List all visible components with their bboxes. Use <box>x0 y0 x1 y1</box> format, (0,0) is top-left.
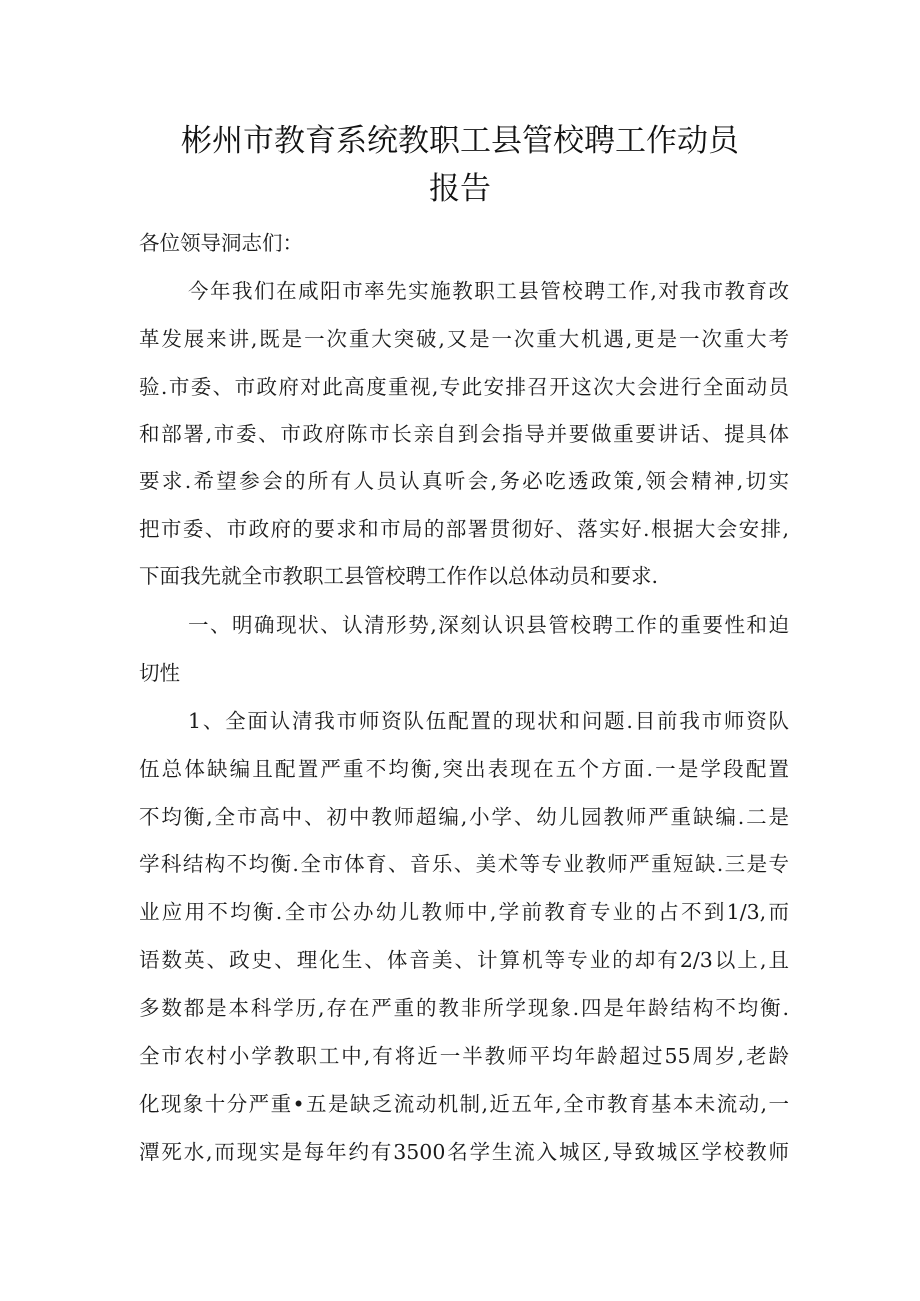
body-line: 伍总体缺编且配置严重不均衡,突出表现在五个方面.一是学段配置 <box>139 757 789 781</box>
body-line: 验.市委、市政府对此高度重视,专此安排召开这次大会进行全面动员 <box>139 375 789 399</box>
body-line: 革发展来讲,既是一次重大突破,又是一次重大机遇,更是一次重大考 <box>139 327 789 351</box>
section-heading-line: 一、明确现状、认清形势,深刻认识县管校聘工作的重要性和迫 <box>188 613 789 637</box>
salutation: 各位领导洞志们： <box>139 231 303 255</box>
body-line: 学科结构不均衡.全市体育、音乐、美术等专业教师严重短缺.三是专 <box>139 852 789 876</box>
body-line: 多数都是本科学历,存在严重的教非所学现象.四是年龄结构不均衡. <box>139 996 789 1020</box>
document-title-line-1: 彬州市教育系统教职工县管校聘工作动员 <box>181 123 739 159</box>
body-line: 和部署,市委、市政府陈市长亲自到会指导并要做重要讲话、提具体 <box>139 422 789 446</box>
body-line: 潭死水,而现实是每年约有3500名学生流入城区,导致城区学校教师 <box>139 1140 789 1164</box>
document-title-line-2: 报告 <box>429 171 491 207</box>
body-line: 业应用不均衡.全市公办幼儿教师中,学前教育专业的占不到1/3,而 <box>139 900 789 924</box>
body-line: 全市农村小学教职工中,有将近一半教师平均年龄超过55周岁,老龄 <box>139 1044 789 1068</box>
body-line: 不均衡,全市高中、初中教师超编,小学、幼儿园教师严重缺编.二是 <box>139 805 789 829</box>
body-line: 1、全面认清我市师资队伍配置的现状和问题.目前我市师资队 <box>188 709 789 733</box>
body-line: 要求.希望参会的所有人员认真听会,务必吃透政策,领会精神,切实 <box>139 469 789 493</box>
body-line: 下面我先就全市教职工县管校聘工作作以总体动员和要求. <box>139 564 659 588</box>
body-line: 把市委、市政府的要求和市局的部署贯彻好、落实好.根据大会安排, <box>139 517 789 541</box>
body-line: 语数英、政史、理化生、体音美、计算机等专业的却有2/3以上,且 <box>139 948 789 972</box>
body-line: 化现象十分严重•五是缺乏流动机制,近五年,全市教育基本未流动,一 <box>139 1092 789 1116</box>
body-line: 今年我们在咸阳市率先实施教职工县管校聘工作,对我市教育改 <box>188 279 789 303</box>
section-heading-line: 切性 <box>139 661 180 685</box>
